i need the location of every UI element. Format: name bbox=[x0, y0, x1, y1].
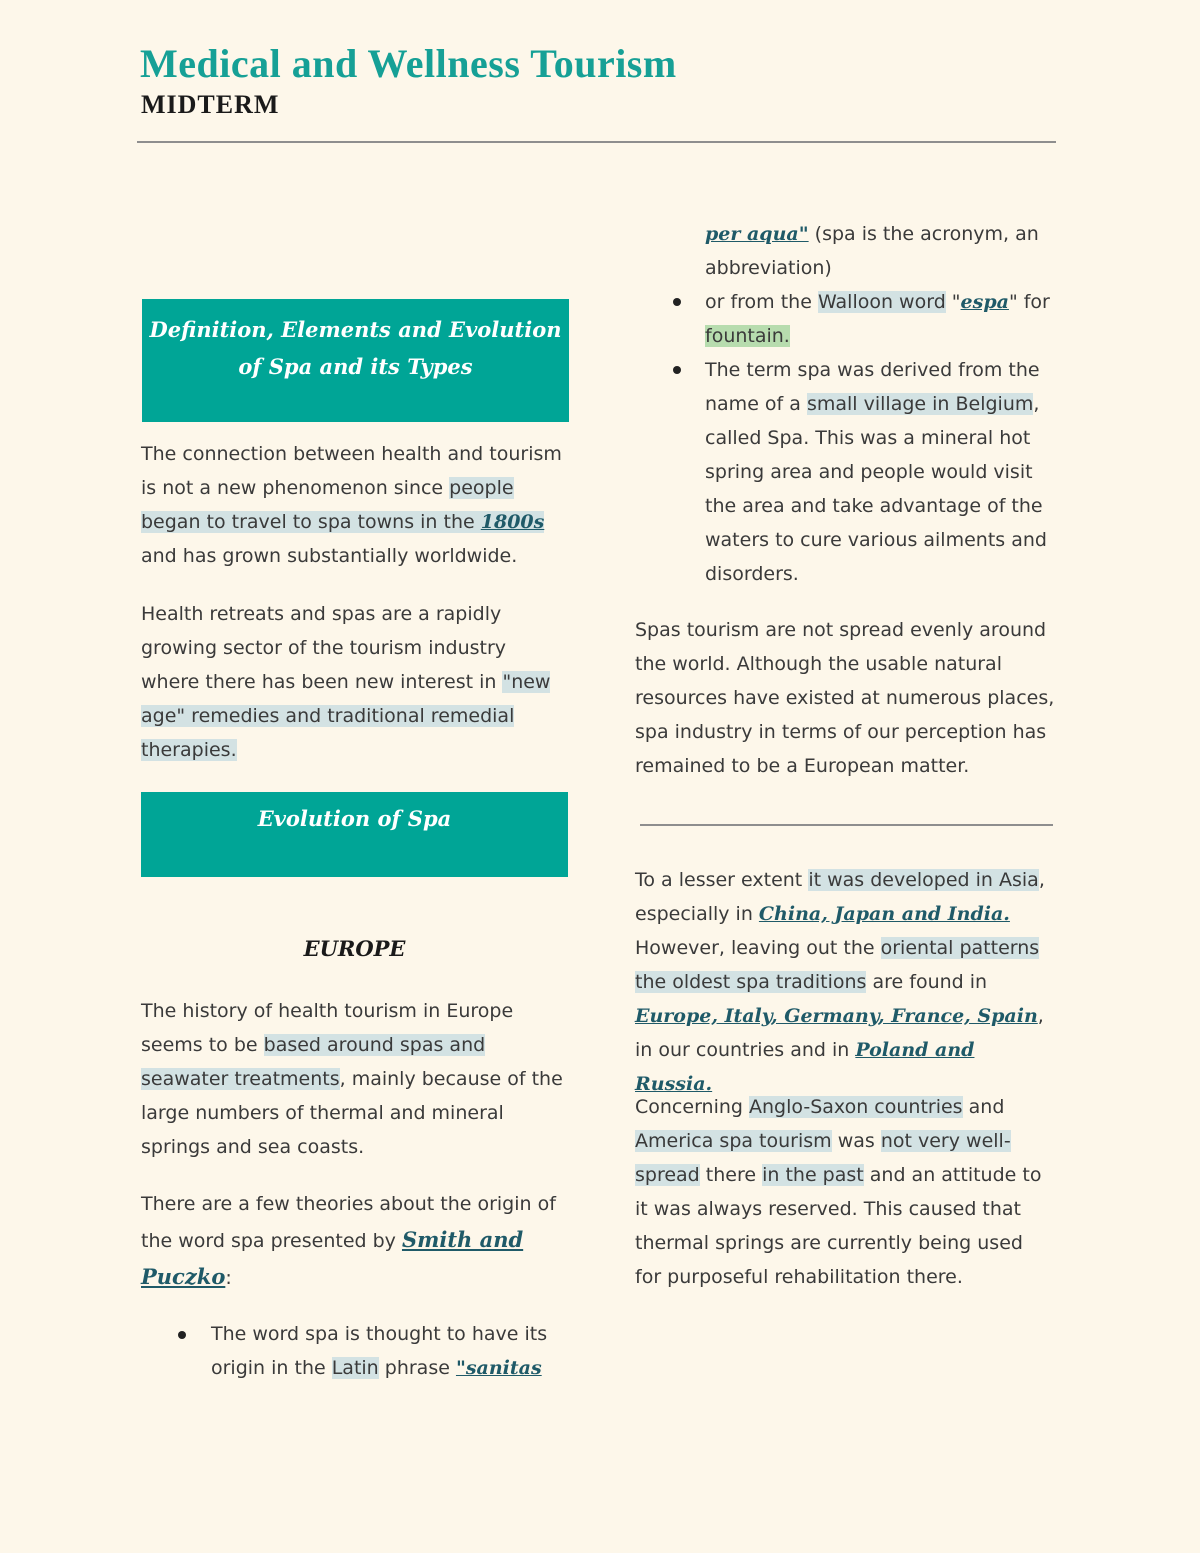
highlight: based around spas and seawater treatments bbox=[141, 1034, 486, 1090]
page-title: Medical and Wellness Tourism bbox=[140, 41, 677, 86]
bullet-dot bbox=[178, 1331, 186, 1339]
link-espa[interactable]: espa bbox=[960, 291, 1009, 313]
link-europe-countries[interactable]: Europe, Italy, Germany, France, Spain bbox=[635, 1005, 1038, 1027]
heading-europe: EUROPE bbox=[303, 936, 406, 961]
highlight-green: fountain. bbox=[705, 325, 790, 347]
highlight: "new age" remedies and traditional remedial therapies. bbox=[141, 671, 551, 761]
highlight: Latin bbox=[331, 1357, 379, 1379]
highlight: in the past bbox=[762, 1164, 864, 1186]
highlight: people began to travel to spa towns in the bbox=[141, 477, 514, 533]
link-china-japan-india[interactable]: China, Japan and India. bbox=[758, 903, 1010, 925]
page-subtitle: MIDTERM bbox=[141, 90, 280, 119]
link-sanitas[interactable]: "sanitas bbox=[455, 1357, 542, 1379]
bullet-dot bbox=[673, 366, 681, 374]
highlight: small village in Belgium bbox=[806, 393, 1034, 415]
link-1800s[interactable]: 1800s bbox=[480, 511, 545, 533]
link-poland-russia[interactable]: Poland and Russia. bbox=[635, 1039, 975, 1095]
paragraph-europe-history: The history of health tourism in Europe seems to be based around spas and seawater treatments, mainly because of the large numbers of thermal and mineral springs and sea coasts. bbox=[141, 1000, 563, 1158]
highlight: not very well-spread bbox=[635, 1130, 1011, 1186]
highlight: it was developed in Asia bbox=[808, 869, 1039, 891]
paragraph-connection: The connection between health and tourism is not a new phenomenon since people began to travel to spa towns in the 1800s and has grown substantially worldwide. bbox=[141, 443, 562, 567]
bullet-dot bbox=[673, 298, 681, 306]
paragraph-asia: To a lesser extent it was developed in Asia, especially in China, Japan and India. However, leaving out the oriental patterns the oldest spa traditions are found in Europe, Italy, Germany, France, Spain, in our countries and in Poland and Russia. bbox=[635, 869, 1045, 1095]
link-smith-puczko[interactable]: Smith and Puczko bbox=[141, 1227, 524, 1289]
highlight: oriental patterns the oldest spa traditions bbox=[635, 937, 1040, 993]
column-divider bbox=[640, 824, 1053, 826]
paragraph-spas-not-spread: Spas tourism are not spread evenly around the world. Although the usable natural resources have existed at numerous places, spa industry in terms of our perception has remained to be a European matter. bbox=[635, 619, 1055, 777]
paragraph-theories: There are a few theories about the origin of the word spa presented by Smith and Puczko: bbox=[141, 1193, 556, 1289]
list-item-belgium: The term spa was derived from the name of a small village in Belgium, called Spa. This was a mineral hot spring area and people would visit the area and take advantage of the waters to cure various ailments and disorders. bbox=[705, 359, 1047, 585]
link-per-aqua[interactable]: per aqua" bbox=[705, 223, 809, 245]
list-item-latin-origin: The word spa is thought to have its origin in the Latin phrase "sanitas bbox=[211, 1323, 548, 1379]
highlight: America spa tourism bbox=[635, 1130, 832, 1152]
section-banner-evolution: Evolution of Spa bbox=[141, 792, 568, 877]
paragraph-anglo-saxon: Concerning Anglo-Saxon countries and America spa tourism was not very well-spread there in the past and an attitude to it was always reserved. This caused that thermal springs are currently being used for purposeful rehabilitation there. bbox=[635, 1096, 1042, 1288]
header-divider bbox=[137, 141, 1056, 143]
list-item-latin-origin-cont: per aqua" (spa is the acronym, an abbreviation) bbox=[705, 223, 1039, 279]
paragraph-health-retreats: Health retreats and spas are a rapidly growing sector of the tourism industry where there has been new interest in "new age" remedies and traditional remedial therapies. bbox=[141, 603, 551, 761]
highlight: Anglo-Saxon countries bbox=[749, 1096, 963, 1118]
list-item-walloon: or from the Walloon word "espa" for fountain. bbox=[705, 291, 1050, 347]
highlight: Walloon word bbox=[817, 291, 946, 313]
section-banner-definition: Definition, Elements and Evolution of Spa and its Types bbox=[142, 299, 569, 422]
